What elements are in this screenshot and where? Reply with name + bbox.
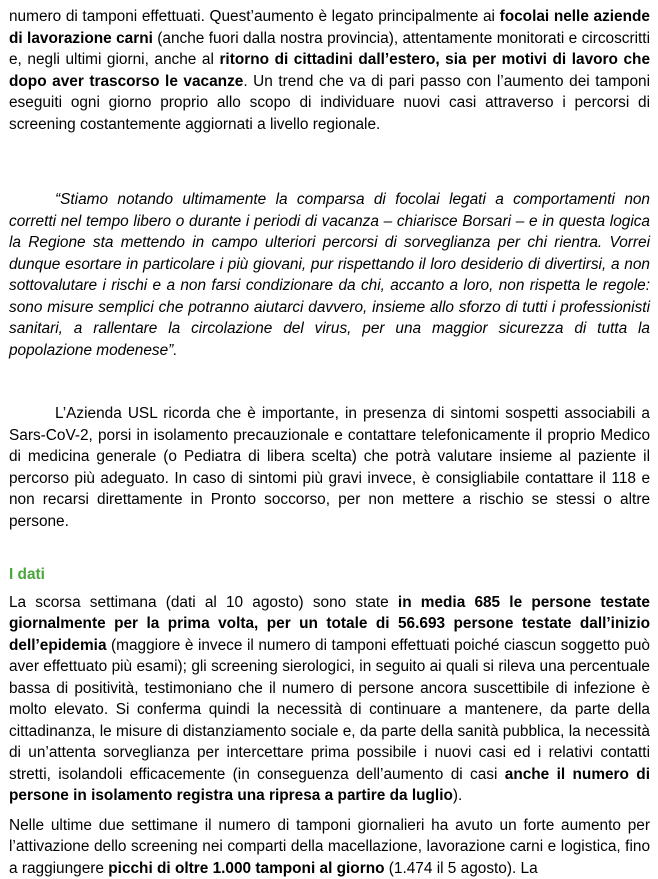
- text: . Un trend che va di pari passo con l’aumento dei tamponi eseguiti ogni giorno proprio allo scopo di individuare nuovi casi attraverso i percorsi di screening costantemente aggiornati a livello regionale.: [9, 73, 650, 133]
- paragraph-tamponi: [9, 815, 650, 879]
- text: (1.474 il 5 agosto). La: [385, 860, 538, 877]
- text: (maggiore è invece il numero di tamponi effettuati poiché ciascun soggetto può aver effettuato più esami); gli screening sierologici, in seguito ai quali si rileva una percentuale bassa di positività, testimoniano che il numero di persone ancora suscettibile di infezione è molto elevato. Si conferma quindi la necessità di continuare a mantenere, da parte della cittadinanza, le misure di distanziamento sociale e, da parte della sanità pubblica, la necessità di un’attenta sorveglianza per intercettare prima possibile i nuovi casi ed i relativi contatti stretti, isolandoli efficacemente (in conseguenza dell’aumento di casi: [9, 637, 650, 783]
- text: (anche fuori dalla nostra provincia), attentamente monitorati e circoscritti e, negli ultimi giorni, anche al: [9, 30, 650, 69]
- text: ).: [453, 787, 462, 804]
- quote-borsari: “Stiamo notando ultimamente la comparsa di focolai legati a comportamenti non corretti nel tempo libero o durante i periodi di vacanza – chiarisce Borsari – e in questa logica la Regione sta mettendo in campo ulteriori percorsi di sorveglianza per chi rientra. Vorrei dunque esortare in particolare i più giovani, pur rispettando il loro desiderio di divertirsi, a non sottovalutare i rischi e a non farsi condizionare da chi, accanto a loro, non rispetta le regole: sono misure semplici che potranno aiutarci davvero, insieme allo sforzo di tutti i professionisti sanitari, a rallentare la circolazione del virus, per una maggior sicurezza di tutta la popolazione modenese”.: [9, 189, 650, 361]
- bold-text: in media 685 le persone testate giornalmente per la prima volta, per un totale di 56.693 persone testate dall’inizio dell’epidemia: [9, 594, 650, 654]
- bold-text: anche il numero di persone in isolamento registra una ripresa a partire da luglio: [9, 766, 650, 805]
- section-heading: I dati: [9, 564, 650, 586]
- paragraph-azienda-usl: L’Azienda USL ricorda che è importante, in presenza di sintomi sospetti associabili a Sars-CoV-2, porsi in isolamento precauzionale e contattare telefonicamente il proprio Medico di medicina generale (o Pediatra di libera scelta) che potrà valutare insieme al paziente il percorso più adeguato. In caso di sintomi più gravi invece, è consigliabile contattare il 118 e non recarsi direttamente in Pronto soccorso, per non mettere a rischio se stessi o altre persone.: [9, 403, 650, 532]
- text: Nelle ultime due settimane il numero di tamponi giornalieri ha avuto un forte aumento per l’attivazione dello screening nei comparti della macellazione, lavorazione carni e logistica, fino a raggiungere: [9, 817, 650, 877]
- paragraph-dati: [9, 592, 650, 807]
- bold-text: ritorno di cittadini dall’estero, sia per motivi di lavoro che dopo aver trascorso le vacanze: [9, 51, 650, 90]
- text: numero di tamponi effettuati. Quest’aumento è legato principalmente ai: [9, 8, 500, 25]
- bold-text: focolai nelle aziende di lavorazione carni: [9, 8, 650, 47]
- text: La scorsa settimana (dati al 10 agosto) sono state: [9, 594, 398, 611]
- paragraph-focolai: [9, 6, 650, 135]
- bold-text: picchi di oltre 1.000 tamponi al giorno: [108, 860, 384, 877]
